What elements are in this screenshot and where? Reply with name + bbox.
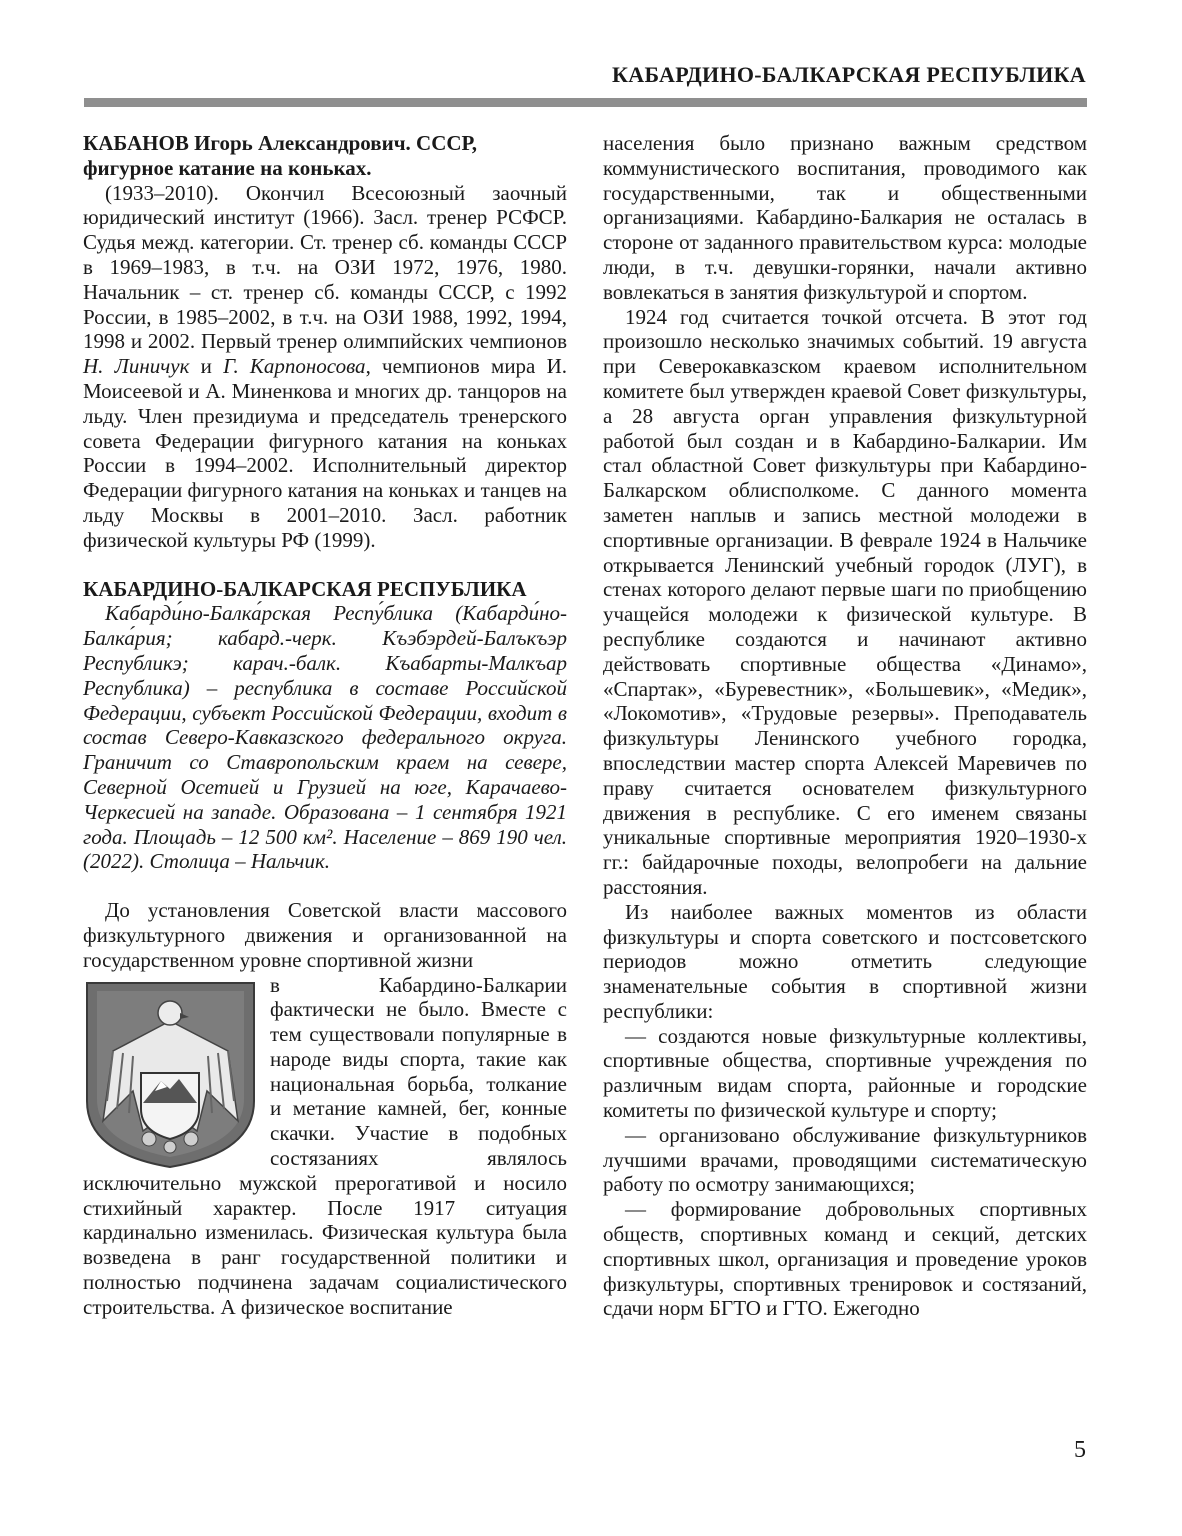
section-gap bbox=[83, 874, 567, 898]
kbr-intro: Кабарди́но-Балка́рская Респу́блика (Кабарди́но-Балка́рия; кабард.-черк. Къэбэрдей-Балъкъэр Республикэ; карач.-балк. Къабарты-Малкъар Республика) – республика в составе Российской Федерации, субъект Российской Федерации, входит в состав Северо-Кавказского федерального округа. Граничит со Ставропольским краем на севере, Северной Осетией и Грузией на юге, Карачаево-Черкесией на западе. Образована – 1 сентября 1921 года. Площадь – 12 500 км². Население – 869 190 чел. (2022). Столица – Нальчик. bbox=[83, 601, 567, 874]
right-list-item-3: — формирование добровольных спортивных обществ, спортивных команд и секций, детских спортивных школ, организация и проведение уроков физкультуры, спортивных тренировок и состязаний, сдачи норм БГТО и ГТО. Ежегодно bbox=[603, 1197, 1087, 1321]
champion-karponosov: Г. Карпоносова bbox=[223, 354, 366, 379]
header-rule bbox=[84, 98, 1087, 107]
kbr-history-wrap: в Кабардино-Балкарии фактически не было. Вместе с тем существовали популярные в народе виды спорта, такие как национальная борьба, толкание и метание камней, бег, конные скачки. Участие в подобных состязаниях являлось исключительно мужской прерогативой и носило стихийный характер. После 1917 ситуация кардинально изменилась. Физическая культура была возведена в ранг государственной политики и полностью подчинена задачам социалистического строительства. А физическое воспитание bbox=[83, 972, 567, 1319]
entry-gap bbox=[83, 553, 567, 577]
right-paragraph-2: 1924 год считается точкой отсчета. В этот год произошло несколько значимых событий. 19 августа при Северокавказском краевом исполнительном комитете был утвержден краевой Совет физкультуры, а 28 августа орган управления физкультурной работой был создан и в Кабардино-Балкарии. Им стал областной Совет физкультуры при Кабардино-Балкарском облисполкоме. С данного момента заметен наплыв и запись местной молодежи в спортивные организации. В феврале 1924 в Нальчике открывается Ленинский учебный городок (ЛУГ), в стенах которого делают первые шаги по приобщению учащейся молодежи к физической культуре. В республике создаются и начинают активно действовать спортивные общества «Динамо», «Спартак», «Буревестник», «Большевик», «Медик», «Локомотив», «Трудовые резервы». Преподаватель физкультуры Ленинского учебного городка, впоследствии мастер спорта Алексей Маревичев по праву считается основателем физкультурного движения в республике. С его именем связаны уникальные спортивные мероприятия 1920–1930-х гг.: байдарочные походы, велопробеги на дальние расстояния. bbox=[603, 304, 1087, 899]
kabanov-body bbox=[83, 181, 567, 553]
kabanov-heading: КАБАНОВ Игорь Александрович. СССР, фигурное катание на коньках. bbox=[83, 131, 478, 180]
kbr-history-lead: До установления Советской власти массового физкультурного движения и организованной на государственном уровне спортивной жизни bbox=[83, 898, 567, 972]
right-paragraph-3: Из наиболее важных моментов из области физкультуры и спорта советского и постсоветского периодов можно отметить следующие знаменательные события в спортивной жизни республики: bbox=[603, 899, 1087, 1023]
kabanov-body-start: (1933–2010). Окончил Всесоюзный заочный юридический институт (1966). Засл. тренер РСФСР. Судья межд. категории. Ст. тренер сб. команды СССР в 1969–1983, в т.ч. на ОЗИ 1972, 1976, 1980. Начальник – ст. тренер сб. команды СССР, с 1992 России, в 1985–2002, в т.ч. на ОЗИ 1988, 1992, 1994, 1998 и 2002. Первый тренер олимпийских чемпионов bbox=[83, 180, 567, 354]
kabanov-body-end: , чемпионов мира И. Моисеевой и А. Миненкова и многих др. танцоров на льду. Член президиума и председатель тренерского совета Федерации фигурного катания на коньках России в 1994–2002. Исполнительный директор Федерации фигурного катания на коньках и танцев на льду Москвы в 2001–2010. Засл. работник физической культуры РФ (1999). bbox=[83, 354, 568, 552]
right-list-item-2: — организовано обслуживание физкультурников лучшими врачами, проводящими систематическую работу по осмотру занимающихся; bbox=[603, 1122, 1087, 1197]
right-list-item-1: — создаются новые физкультурные коллективы, спортивные общества, спортивные учреждения по различным видам спорта, районные и городские комитеты по физической культуре и спорту; bbox=[603, 1023, 1087, 1123]
kbr-coat-of-arms-icon bbox=[83, 981, 258, 1169]
left-column bbox=[83, 131, 567, 1320]
and-conjunction: и bbox=[189, 354, 224, 379]
right-column bbox=[603, 131, 1087, 1321]
running-head-title: КАБАРДИНО-БАЛКАРСКАЯ РЕСПУБЛИКА bbox=[612, 62, 1086, 87]
kbr-heading: КАБАРДИНО-БАЛКАРСКАЯ РЕСПУБЛИКА bbox=[83, 576, 527, 601]
right-paragraph-1: населения было признано важным средством коммунистического воспитания, проводимого как государственными, так и общественными организациями. Кабардино-Балкария не осталась в стороне от заданного правительством курса: молодые люди, в т.ч. девушки-горянки, начали активно вовлекаться в занятия физкультурой и спортом. bbox=[603, 131, 1087, 304]
champion-linichuk: Н. Линичук bbox=[83, 354, 190, 379]
page-number: 5 bbox=[1074, 1437, 1086, 1463]
